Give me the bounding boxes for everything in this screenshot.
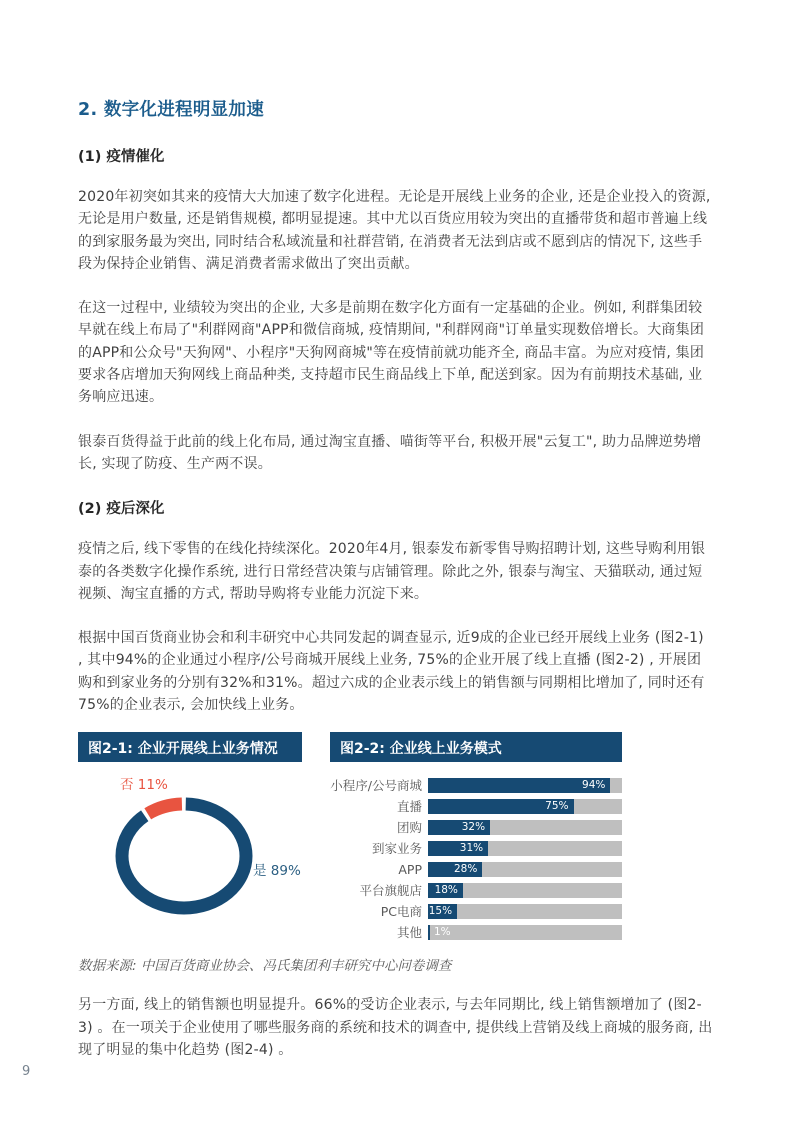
bar-value-label: 32% [461, 821, 486, 834]
bar-track [428, 862, 622, 877]
figure-2-2-title: 图2-2: 企业线上业务模式 [330, 732, 622, 762]
paragraph-epidemic-3: 银泰百货得益于此前的线上化布局, 通过淘宝直播、喵街等平台, 积极开展"云复工", 助力品牌逆势增长, 实现了防疫、生产两不误。 [78, 433, 702, 472]
page-title: 2. 数字化进程明显加速 [78, 100, 265, 120]
donut-chart [78, 768, 318, 936]
bar-fill [428, 799, 574, 814]
bar-track [428, 820, 622, 835]
bar-category-label: 平台旗舰店 [359, 883, 422, 899]
donut-slice [122, 804, 246, 908]
bar-category-label: 小程序/公号商城 [330, 778, 422, 794]
paragraph-epidemic-1: 2020年初突如其来的疫情大大加速了数字化进程。无论是开展线上业务的企业, 还是企业投入的资源, 无论是用户数量, 还是销售规模, 都明显提速。其中尤以百货应用较为突出的直播带货和超市普遍上线的到家服务最为突出, 同时结合私域流量和社群营销, 在消费者无法到店或不愿到店的情况下, 这些手段为保持企业销售、满足消费者需求做出了突出贡献。 [78, 189, 711, 272]
bar-track [428, 925, 622, 940]
bar-chart [330, 778, 622, 940]
bar-fill [428, 883, 463, 898]
figure-2-1 [78, 732, 310, 940]
bar-category-label: PC电商 [380, 904, 422, 920]
bar-track [428, 778, 622, 793]
bar-row [330, 799, 622, 814]
bar-row [330, 904, 622, 919]
bar-track [428, 799, 622, 814]
bar-fill [428, 925, 430, 940]
bar-category-label: 其他 [396, 925, 422, 941]
section-2-heading: (2) 疫后深化 [78, 501, 165, 518]
bar-fill [428, 862, 482, 877]
bar-fill [428, 904, 457, 919]
bar-value-label: 31% [459, 842, 484, 855]
paragraph-deepening-1: 疫情之后, 线下零售的在线化持续深化。2020年4月, 银泰发布新零售导购招聘计划, 这些导购利用银泰的各类数字化操作系统, 进行日常经营决策与店铺管理。除此之外, 银泰与淘宝、天猫联动, 通过短视频、淘宝直播的方式, 帮助导购将专业能力沉淀下来。 [78, 541, 706, 602]
bar-row [330, 778, 622, 793]
figures-row [78, 732, 713, 940]
figure-2-2 [330, 732, 622, 940]
bar-value-label: 18% [434, 884, 458, 897]
bar-row [330, 883, 622, 898]
section-1-heading: (1) 疫情催化 [78, 149, 165, 165]
page-number: 9 [22, 1064, 31, 1079]
bar-value-label: 28% [453, 863, 478, 876]
bar-value-label: 15% [428, 905, 453, 918]
bar-row [330, 841, 622, 856]
bar-value-label: 1% [433, 926, 451, 939]
bar-category-label: 团购 [396, 820, 422, 836]
bar-row [330, 862, 622, 877]
bar-category-label: APP [398, 862, 422, 878]
data-source-note: 数据来源: 中国百货商业协会、冯氏集团利丰研究中心问卷调查 [78, 958, 452, 975]
donut-label-yes: 是 89% [253, 863, 301, 880]
bar-fill [428, 778, 610, 793]
figure-2-1-title: 图2-1: 企业开展线上业务情况 [78, 732, 302, 762]
bar-row [330, 820, 622, 835]
paragraph-epidemic-2: 在这一过程中, 业绩较为突出的企业, 大多是前期在数字化方面有一定基础的企业。例如, 利群集团较早就在线上布局了"利群网商"APP和微信商城, 疫情期间, "利群网商"订单量实现数倍增长。大商集团的APP和公众号"天狗网"、小程序"天狗网商城"等在疫情前就功能齐全, 商品丰富。为应对疫情, 集团要求各店增加天狗网线上商品种类, 支持超市民生商品线上下单, 配送到家。因为有前期技术基础, 业务响应迅速。 [78, 300, 705, 406]
bar-track [428, 841, 622, 856]
paragraph-closing: 另一方面, 线上的销售额也明显提升。66%的受访企业表示, 与去年同期比, 线上销售额增加了 (图2-3) 。在一项关于企业使用了哪些服务商的系统和技术的调查中, 提供线上营销及线上商城的服务商, 出现了明显的集中化趋势 (图2-4) 。 [78, 997, 713, 1058]
bar-row [330, 925, 622, 940]
donut-label-no: 否 11% [120, 777, 168, 794]
bar-value-label: 94% [582, 779, 606, 792]
bar-value-label: 75% [545, 800, 569, 813]
bar-category-label: 到家业务 [371, 841, 422, 857]
bar-track [428, 883, 622, 898]
bar-fill [428, 820, 490, 835]
bar-track [428, 904, 622, 919]
bar-category-label: 直播 [396, 799, 422, 815]
paragraph-deepening-2: 根据中国百货商业协会和利丰研究中心共同发起的调查显示, 近9成的企业已经开展线上业务 (图2-1) , 其中94%的企业通过小程序/公号商城开展线上业务, 75%的企业开展了线上直播 (图2-2) , 开展团购和到家业务的分别有32%和31%。超过六成的企业表示线上的销售额与同期相比增加了, 同时还有75%的企业表示, 会加快线上业务。 [78, 630, 705, 714]
bar-fill [428, 841, 488, 856]
